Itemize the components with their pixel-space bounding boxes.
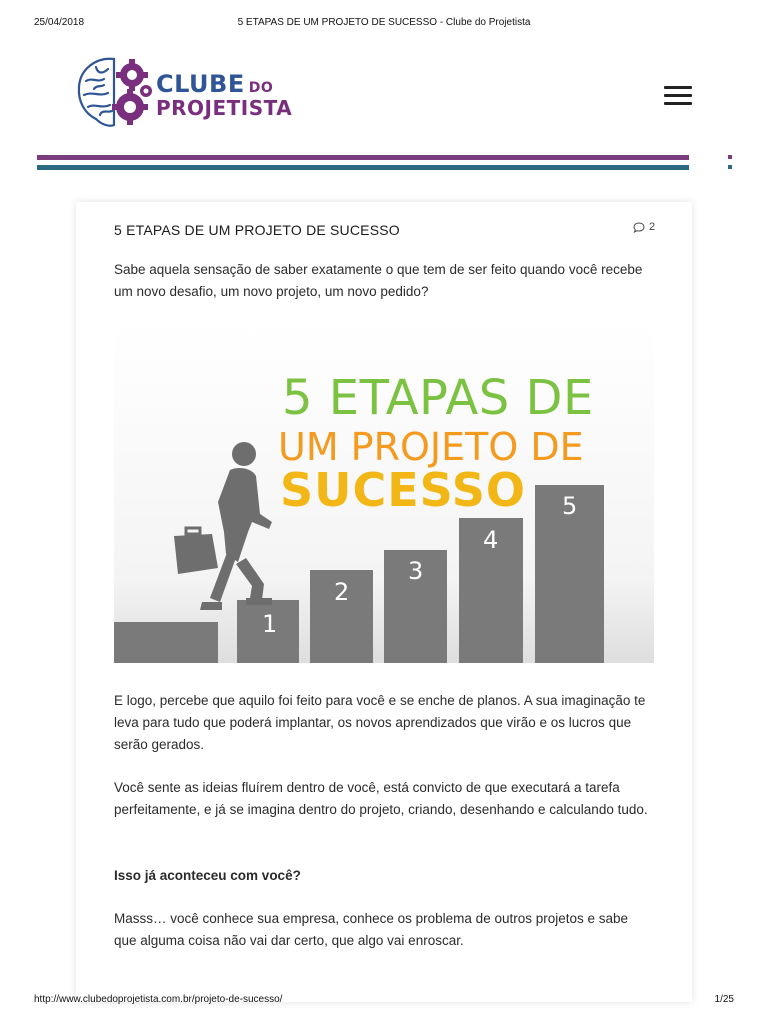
post-paragraph: Você sente as ideias fluírem dentro de você, está convicto de que executará a tarefa perfeitamente, e já se imagina dentro do projeto, criando, desenhando e calculando tudo. <box>114 780 648 817</box>
hero-step-label-4: 4 <box>483 526 499 554</box>
print-page-title: 5 ETAPAS DE UM PROJETO DE SUCESSO - Clube do Projetista <box>237 17 531 28</box>
print-page-number: 1/25 <box>714 994 734 1005</box>
hamburger-icon-bar <box>664 102 692 105</box>
hero-heading-line3: SUCESSO <box>280 463 526 517</box>
hero-step-label-1: 1 <box>262 610 278 638</box>
hero-image <box>114 322 654 663</box>
logo-word-do: DO <box>248 80 274 96</box>
logo-wordmark <box>156 72 292 118</box>
post-title[interactable]: 5 ETAPAS DE UM PROJETO DE SUCESSO <box>114 222 400 238</box>
print-date: 25/04/2018 <box>34 17 85 28</box>
post-paragraph: Masss… você conhece sua empresa, conhece os problema de outros projetos e sabe que alguma coisa não vai dar certo, que algo vai enroscar. <box>114 911 629 948</box>
comments-link[interactable] <box>633 221 655 233</box>
hamburger-icon-bar <box>664 86 692 89</box>
speech-bubble-icon <box>633 222 645 233</box>
print-url: http://www.clubedoprojetista.com.br/projeto-de-sucesso/ <box>34 994 283 1005</box>
post-paragraph: Sabe aquela sensação de saber exatamente o que tem de ser feito quando você recebe um novo desafio, um novo projeto, um novo pedido? <box>114 262 643 299</box>
post-paragraph: E logo, percebe que aquilo foi feito para você e se enche de planos. A sua imaginação te leva para tudo que poderá implantar, os novos aprendizados que virão e os lucros que serão gerados. <box>114 693 646 752</box>
hero-step-label-3: 3 <box>408 557 424 585</box>
hamburger-icon-bar <box>664 94 692 97</box>
print-footer <box>0 994 768 1008</box>
logo-word-projetista: PROJETISTA <box>156 96 293 120</box>
header-stripe-teal <box>37 165 689 170</box>
brain-gear-logo-icon <box>74 51 154 136</box>
site-logo[interactable] <box>74 51 319 136</box>
hero-heading-line1: 5 ETAPAS DE <box>282 370 594 426</box>
hamburger-menu-button[interactable] <box>662 84 694 106</box>
logo-word-clube: CLUBE <box>156 70 245 98</box>
header-stripe-purple <box>37 155 689 160</box>
post-card <box>76 202 692 1002</box>
site-header <box>0 45 768 145</box>
post-question: Isso já aconteceu com você? <box>114 868 301 883</box>
hero-base-step <box>114 622 218 663</box>
comment-count: 2 <box>649 221 656 233</box>
header-stripe-mini-purple <box>728 155 732 159</box>
hero-step-label-2: 2 <box>334 578 350 606</box>
print-header <box>0 17 768 31</box>
hero-heading-line2: UM PROJETO DE <box>278 425 584 469</box>
header-stripe-mini-teal <box>728 165 732 169</box>
hero-step-label-5: 5 <box>562 492 578 520</box>
